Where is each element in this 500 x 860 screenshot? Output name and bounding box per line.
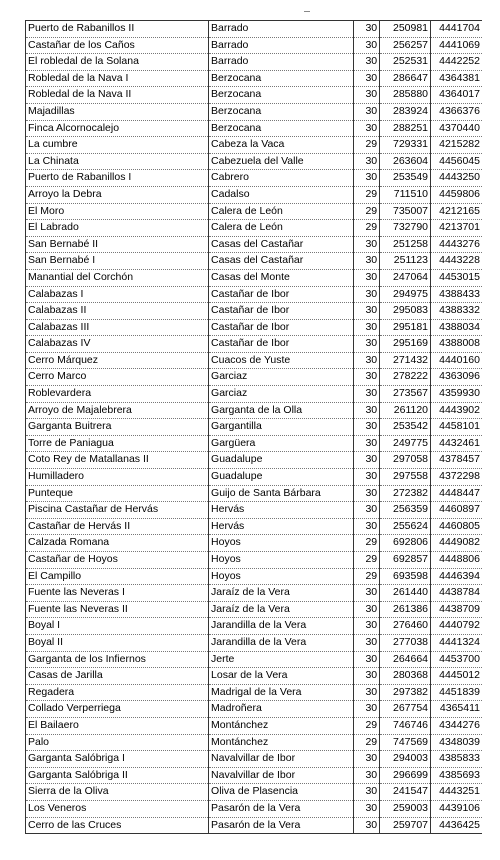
- utm-y-cell: 4453015: [431, 269, 482, 286]
- table-row: [26, 319, 483, 336]
- utm-zone-cell: 29: [354, 717, 380, 734]
- utm-zone-cell: 30: [354, 336, 380, 353]
- municipality-cell: Cadalso: [209, 186, 354, 203]
- site-name-cell: Puerto de Rabanillos I: [26, 170, 209, 187]
- municipality-cell: Pasarón de la Vera: [209, 817, 354, 834]
- site-name-cell: Cerro Márquez: [26, 352, 209, 369]
- utm-y-cell: 4459806: [431, 186, 482, 203]
- municipality-cell: Hervás: [209, 518, 354, 535]
- site-name-cell: Arroyo la Debra: [26, 186, 209, 203]
- utm-x-cell: 295083: [380, 303, 431, 320]
- utm-y-cell: 4443228: [431, 253, 482, 270]
- table-row: [26, 286, 483, 303]
- utm-x-cell: 295169: [380, 336, 431, 353]
- utm-zone-cell: 29: [354, 186, 380, 203]
- utm-y-cell: 4458101: [431, 419, 482, 436]
- locations-table: [25, 20, 482, 834]
- utm-zone-cell: 30: [354, 153, 380, 170]
- site-name-cell: Humilladero: [26, 469, 209, 486]
- utm-x-cell: 256359: [380, 502, 431, 519]
- site-name-cell: Robledal de la Nava I: [26, 70, 209, 87]
- table-row: [26, 236, 483, 253]
- table-row: [26, 186, 483, 203]
- scan-mark: [304, 11, 310, 12]
- utm-zone-cell: 30: [354, 402, 380, 419]
- utm-zone-cell: 29: [354, 137, 380, 154]
- table-row: [26, 220, 483, 237]
- utm-y-cell: 4439106: [431, 800, 482, 817]
- municipality-cell: Madrigal de la Vera: [209, 684, 354, 701]
- utm-x-cell: 261120: [380, 402, 431, 419]
- table-row: [26, 684, 483, 701]
- utm-x-cell: 692806: [380, 535, 431, 552]
- municipality-cell: Navalvillar de Ibor: [209, 767, 354, 784]
- utm-x-cell: 732790: [380, 220, 431, 237]
- utm-y-cell: 4443251: [431, 784, 482, 801]
- utm-x-cell: 272382: [380, 485, 431, 502]
- utm-x-cell: 294003: [380, 751, 431, 768]
- utm-x-cell: 264664: [380, 651, 431, 668]
- municipality-cell: Garciaz: [209, 369, 354, 386]
- municipality-cell: Montánchez: [209, 734, 354, 751]
- site-name-cell: Calabazas III: [26, 319, 209, 336]
- municipality-cell: Barrado: [209, 37, 354, 54]
- site-name-cell: San Bernabé I: [26, 253, 209, 270]
- utm-zone-cell: 29: [354, 535, 380, 552]
- utm-x-cell: 241547: [380, 784, 431, 801]
- municipality-cell: Cabezuela del Valle: [209, 153, 354, 170]
- municipality-cell: Jaraíz de la Vera: [209, 601, 354, 618]
- utm-x-cell: 267754: [380, 701, 431, 718]
- utm-zone-cell: 30: [354, 103, 380, 120]
- utm-y-cell: 4449082: [431, 535, 482, 552]
- utm-x-cell: 256257: [380, 37, 431, 54]
- utm-x-cell: 297382: [380, 684, 431, 701]
- site-name-cell: Punteque: [26, 485, 209, 502]
- utm-y-cell: 4213701: [431, 220, 482, 237]
- utm-zone-cell: 30: [354, 170, 380, 187]
- utm-x-cell: 255624: [380, 518, 431, 535]
- site-name-cell: Palo: [26, 734, 209, 751]
- municipality-cell: Jarandilla de la Vera: [209, 618, 354, 635]
- utm-x-cell: 249775: [380, 435, 431, 452]
- utm-zone-cell: 30: [354, 253, 380, 270]
- utm-zone-cell: 30: [354, 518, 380, 535]
- table-row: [26, 452, 483, 469]
- utm-y-cell: 4453700: [431, 651, 482, 668]
- utm-x-cell: 735007: [380, 203, 431, 220]
- utm-zone-cell: 29: [354, 552, 380, 569]
- utm-x-cell: 283924: [380, 103, 431, 120]
- utm-y-cell: 4378457: [431, 452, 482, 469]
- utm-x-cell: 277038: [380, 634, 431, 651]
- municipality-cell: Garganta de la Olla: [209, 402, 354, 419]
- utm-zone-cell: 30: [354, 502, 380, 519]
- utm-y-cell: 4460897: [431, 502, 482, 519]
- utm-zone-cell: 30: [354, 37, 380, 54]
- municipality-cell: Berzocana: [209, 120, 354, 137]
- site-name-cell: Calabazas IV: [26, 336, 209, 353]
- municipality-cell: Guadalupe: [209, 452, 354, 469]
- municipality-cell: Jaraíz de la Vera: [209, 585, 354, 602]
- utm-y-cell: 4445012: [431, 668, 482, 685]
- municipality-cell: Casas del Castañar: [209, 236, 354, 253]
- utm-y-cell: 4366376: [431, 103, 482, 120]
- table-row: [26, 103, 483, 120]
- municipality-cell: Calera de León: [209, 203, 354, 220]
- site-name-cell: Castañar de Hervás II: [26, 518, 209, 535]
- municipality-cell: Cabeza la Vaca: [209, 137, 354, 154]
- site-name-cell: Coto Rey de Matallanas II: [26, 452, 209, 469]
- table-row: [26, 435, 483, 452]
- utm-y-cell: 4456045: [431, 153, 482, 170]
- utm-y-cell: 4440792: [431, 618, 482, 635]
- utm-zone-cell: 29: [354, 203, 380, 220]
- municipality-cell: Guadalupe: [209, 469, 354, 486]
- table-row: [26, 70, 483, 87]
- utm-zone-cell: 30: [354, 286, 380, 303]
- utm-y-cell: 4443902: [431, 402, 482, 419]
- table-row: [26, 469, 483, 486]
- utm-zone-cell: 30: [354, 435, 380, 452]
- utm-x-cell: 296699: [380, 767, 431, 784]
- municipality-cell: Casas del Monte: [209, 269, 354, 286]
- table-row: [26, 21, 483, 38]
- site-name-cell: Cerro de las Cruces: [26, 817, 209, 834]
- table-row: [26, 568, 483, 585]
- table-row: [26, 817, 483, 834]
- municipality-cell: Jerte: [209, 651, 354, 668]
- utm-zone-cell: 30: [354, 352, 380, 369]
- utm-x-cell: 278222: [380, 369, 431, 386]
- table-row: [26, 800, 483, 817]
- utm-y-cell: 4359930: [431, 386, 482, 403]
- utm-zone-cell: 30: [354, 452, 380, 469]
- utm-zone-cell: 30: [354, 651, 380, 668]
- utm-zone-cell: 30: [354, 800, 380, 817]
- utm-y-cell: 4448806: [431, 552, 482, 569]
- table-row: [26, 784, 483, 801]
- table-row: [26, 170, 483, 187]
- utm-y-cell: 4448447: [431, 485, 482, 502]
- utm-x-cell: 253549: [380, 170, 431, 187]
- table-row: [26, 253, 483, 270]
- municipality-cell: Berzocana: [209, 87, 354, 104]
- utm-zone-cell: 30: [354, 684, 380, 701]
- utm-x-cell: 263604: [380, 153, 431, 170]
- table-row: [26, 751, 483, 768]
- site-name-cell: Puerto de Rabanillos II: [26, 21, 209, 38]
- utm-y-cell: 4365411: [431, 701, 482, 718]
- site-name-cell: La Chinata: [26, 153, 209, 170]
- municipality-cell: Madroñera: [209, 701, 354, 718]
- municipality-cell: Castañar de Ibor: [209, 286, 354, 303]
- table-row: [26, 585, 483, 602]
- utm-x-cell: 288251: [380, 120, 431, 137]
- site-name-cell: Castañar de Hoyos: [26, 552, 209, 569]
- utm-x-cell: 280368: [380, 668, 431, 685]
- table-row: [26, 203, 483, 220]
- site-name-cell: Regadera: [26, 684, 209, 701]
- site-name-cell: Garganta Salóbriga I: [26, 751, 209, 768]
- table-row: [26, 153, 483, 170]
- utm-y-cell: 4388433: [431, 286, 482, 303]
- table-row: [26, 634, 483, 651]
- utm-zone-cell: 30: [354, 668, 380, 685]
- utm-y-cell: 4451839: [431, 684, 482, 701]
- municipality-cell: Hervás: [209, 502, 354, 519]
- utm-x-cell: 286647: [380, 70, 431, 87]
- table-row: [26, 502, 483, 519]
- utm-y-cell: 4385833: [431, 751, 482, 768]
- table-row: [26, 369, 483, 386]
- site-name-cell: Majadillas: [26, 103, 209, 120]
- municipality-cell: Navalvillar de Ibor: [209, 751, 354, 768]
- utm-x-cell: 711510: [380, 186, 431, 203]
- utm-x-cell: 252531: [380, 54, 431, 71]
- table-row: [26, 37, 483, 54]
- utm-zone-cell: 30: [354, 701, 380, 718]
- municipality-cell: Hoyos: [209, 535, 354, 552]
- table-row: [26, 54, 483, 71]
- utm-y-cell: 4388332: [431, 303, 482, 320]
- utm-zone-cell: 30: [354, 601, 380, 618]
- utm-y-cell: 4442252: [431, 54, 482, 71]
- utm-zone-cell: 30: [354, 485, 380, 502]
- site-name-cell: Garganta Buitrera: [26, 419, 209, 436]
- site-name-cell: Castañar de los Caños: [26, 37, 209, 54]
- utm-zone-cell: 30: [354, 269, 380, 286]
- table-row: [26, 419, 483, 436]
- utm-zone-cell: 30: [354, 120, 380, 137]
- municipality-cell: Gargüera: [209, 435, 354, 452]
- site-name-cell: Collado Verperriega: [26, 701, 209, 718]
- site-name-cell: Roblevardera: [26, 386, 209, 403]
- utm-y-cell: 4440160: [431, 352, 482, 369]
- table-row: [26, 535, 483, 552]
- utm-zone-cell: 30: [354, 303, 380, 320]
- utm-zone-cell: 30: [354, 634, 380, 651]
- utm-y-cell: 4385693: [431, 767, 482, 784]
- utm-x-cell: 271432: [380, 352, 431, 369]
- site-name-cell: Arroyo de Majalebrera: [26, 402, 209, 419]
- municipality-cell: Barrado: [209, 54, 354, 71]
- municipality-cell: Casas del Castañar: [209, 253, 354, 270]
- site-name-cell: San Bernabé II: [26, 236, 209, 253]
- utm-y-cell: 4438784: [431, 585, 482, 602]
- site-name-cell: El Moro: [26, 203, 209, 220]
- municipality-cell: Hoyos: [209, 552, 354, 569]
- utm-zone-cell: 29: [354, 568, 380, 585]
- utm-y-cell: 4436425: [431, 817, 482, 834]
- utm-y-cell: 4212165: [431, 203, 482, 220]
- site-name-cell: El Labrado: [26, 220, 209, 237]
- table-row: [26, 734, 483, 751]
- utm-x-cell: 259707: [380, 817, 431, 834]
- utm-x-cell: 251123: [380, 253, 431, 270]
- site-name-cell: La cumbre: [26, 137, 209, 154]
- utm-x-cell: 297058: [380, 452, 431, 469]
- utm-y-cell: 4446394: [431, 568, 482, 585]
- municipality-cell: Gargantilla: [209, 419, 354, 436]
- site-name-cell: Sierra de la Oliva: [26, 784, 209, 801]
- municipality-cell: Calera de León: [209, 220, 354, 237]
- table-row: [26, 767, 483, 784]
- site-name-cell: Boyal II: [26, 634, 209, 651]
- utm-zone-cell: 30: [354, 618, 380, 635]
- municipality-cell: Garciaz: [209, 386, 354, 403]
- municipality-cell: Castañar de Ibor: [209, 336, 354, 353]
- municipality-cell: Berzocana: [209, 70, 354, 87]
- site-name-cell: El robledal de la Solana: [26, 54, 209, 71]
- table-row: [26, 303, 483, 320]
- utm-y-cell: 4364017: [431, 87, 482, 104]
- utm-y-cell: 4443250: [431, 170, 482, 187]
- municipality-cell: Castañar de Ibor: [209, 319, 354, 336]
- utm-y-cell: 4441704: [431, 21, 482, 38]
- municipality-cell: Montánchez: [209, 717, 354, 734]
- table-row: [26, 386, 483, 403]
- municipality-cell: Barrado: [209, 21, 354, 38]
- utm-x-cell: 253542: [380, 419, 431, 436]
- site-name-cell: Calabazas I: [26, 286, 209, 303]
- site-name-cell: Piscina Castañar de Hervás: [26, 502, 209, 519]
- utm-zone-cell: 30: [354, 21, 380, 38]
- utm-zone-cell: 30: [354, 54, 380, 71]
- table-row: [26, 518, 483, 535]
- utm-x-cell: 693598: [380, 568, 431, 585]
- municipality-cell: Losar de la Vera: [209, 668, 354, 685]
- municipality-cell: Pasarón de la Vera: [209, 800, 354, 817]
- site-name-cell: Finca Alcornocalejo: [26, 120, 209, 137]
- site-name-cell: Garganta de los Infiernos: [26, 651, 209, 668]
- site-name-cell: Calzada Romana: [26, 535, 209, 552]
- utm-y-cell: 4432461: [431, 435, 482, 452]
- table-row: [26, 137, 483, 154]
- table-row: [26, 352, 483, 369]
- municipality-cell: Hoyos: [209, 568, 354, 585]
- municipality-cell: Oliva de Plasencia: [209, 784, 354, 801]
- municipality-cell: Jarandilla de la Vera: [209, 634, 354, 651]
- utm-zone-cell: 30: [354, 767, 380, 784]
- municipality-cell: Cuacos de Yuste: [209, 352, 354, 369]
- utm-zone-cell: 30: [354, 784, 380, 801]
- utm-x-cell: 251258: [380, 236, 431, 253]
- table-row: [26, 269, 483, 286]
- table-row: [26, 485, 483, 502]
- utm-y-cell: 4460805: [431, 518, 482, 535]
- utm-zone-cell: 29: [354, 220, 380, 237]
- utm-x-cell: 250981: [380, 21, 431, 38]
- utm-y-cell: 4348039: [431, 734, 482, 751]
- utm-x-cell: 247064: [380, 269, 431, 286]
- utm-y-cell: 4441324: [431, 634, 482, 651]
- site-name-cell: El Bailaero: [26, 717, 209, 734]
- table-row: [26, 87, 483, 104]
- utm-zone-cell: 30: [354, 319, 380, 336]
- table-row: [26, 701, 483, 718]
- utm-zone-cell: 30: [354, 419, 380, 436]
- table-row: [26, 651, 483, 668]
- utm-x-cell: 746746: [380, 717, 431, 734]
- utm-zone-cell: 30: [354, 386, 380, 403]
- utm-y-cell: 4441069: [431, 37, 482, 54]
- site-name-cell: Los Veneros: [26, 800, 209, 817]
- utm-y-cell: 4363096: [431, 369, 482, 386]
- utm-zone-cell: 30: [354, 469, 380, 486]
- utm-y-cell: 4370440: [431, 120, 482, 137]
- site-name-cell: Fuente las Neveras I: [26, 585, 209, 602]
- utm-x-cell: 294975: [380, 286, 431, 303]
- utm-zone-cell: 30: [354, 585, 380, 602]
- utm-x-cell: 692857: [380, 552, 431, 569]
- site-name-cell: Boyal I: [26, 618, 209, 635]
- table-row: [26, 120, 483, 137]
- utm-x-cell: 261440: [380, 585, 431, 602]
- utm-y-cell: 4443276: [431, 236, 482, 253]
- table-body: [26, 21, 483, 834]
- utm-zone-cell: 29: [354, 734, 380, 751]
- utm-y-cell: 4364381: [431, 70, 482, 87]
- utm-x-cell: 273567: [380, 386, 431, 403]
- site-name-cell: Calabazas II: [26, 303, 209, 320]
- site-name-cell: Fuente las Neveras II: [26, 601, 209, 618]
- utm-x-cell: 259003: [380, 800, 431, 817]
- utm-x-cell: 261386: [380, 601, 431, 618]
- table-row: [26, 336, 483, 353]
- table-row: [26, 618, 483, 635]
- utm-zone-cell: 30: [354, 70, 380, 87]
- table-row: [26, 402, 483, 419]
- utm-y-cell: 4388008: [431, 336, 482, 353]
- utm-y-cell: 4215282: [431, 137, 482, 154]
- site-name-cell: Torre de Paniagua: [26, 435, 209, 452]
- site-name-cell: Cerro Marco: [26, 369, 209, 386]
- utm-y-cell: 4388034: [431, 319, 482, 336]
- utm-y-cell: 4372298: [431, 469, 482, 486]
- table-row: [26, 601, 483, 618]
- utm-x-cell: 747569: [380, 734, 431, 751]
- utm-zone-cell: 30: [354, 87, 380, 104]
- site-name-cell: Robledal de la Nava II: [26, 87, 209, 104]
- table-row: [26, 717, 483, 734]
- utm-zone-cell: 30: [354, 751, 380, 768]
- utm-y-cell: 4344276: [431, 717, 482, 734]
- municipality-cell: Castañar de Ibor: [209, 303, 354, 320]
- site-name-cell: Manantial del Corchón: [26, 269, 209, 286]
- utm-y-cell: 4438709: [431, 601, 482, 618]
- utm-zone-cell: 30: [354, 369, 380, 386]
- table-row: [26, 668, 483, 685]
- municipality-cell: Cabrero: [209, 170, 354, 187]
- site-name-cell: Casas de Jarilla: [26, 668, 209, 685]
- utm-x-cell: 285880: [380, 87, 431, 104]
- site-name-cell: El Campillo: [26, 568, 209, 585]
- utm-zone-cell: 30: [354, 817, 380, 834]
- municipality-cell: Guijo de Santa Bárbara: [209, 485, 354, 502]
- site-name-cell: Garganta Salóbriga II: [26, 767, 209, 784]
- utm-zone-cell: 30: [354, 236, 380, 253]
- utm-x-cell: 276460: [380, 618, 431, 635]
- utm-x-cell: 295181: [380, 319, 431, 336]
- utm-x-cell: 297558: [380, 469, 431, 486]
- table-row: [26, 552, 483, 569]
- municipality-cell: Berzocana: [209, 103, 354, 120]
- utm-x-cell: 729331: [380, 137, 431, 154]
